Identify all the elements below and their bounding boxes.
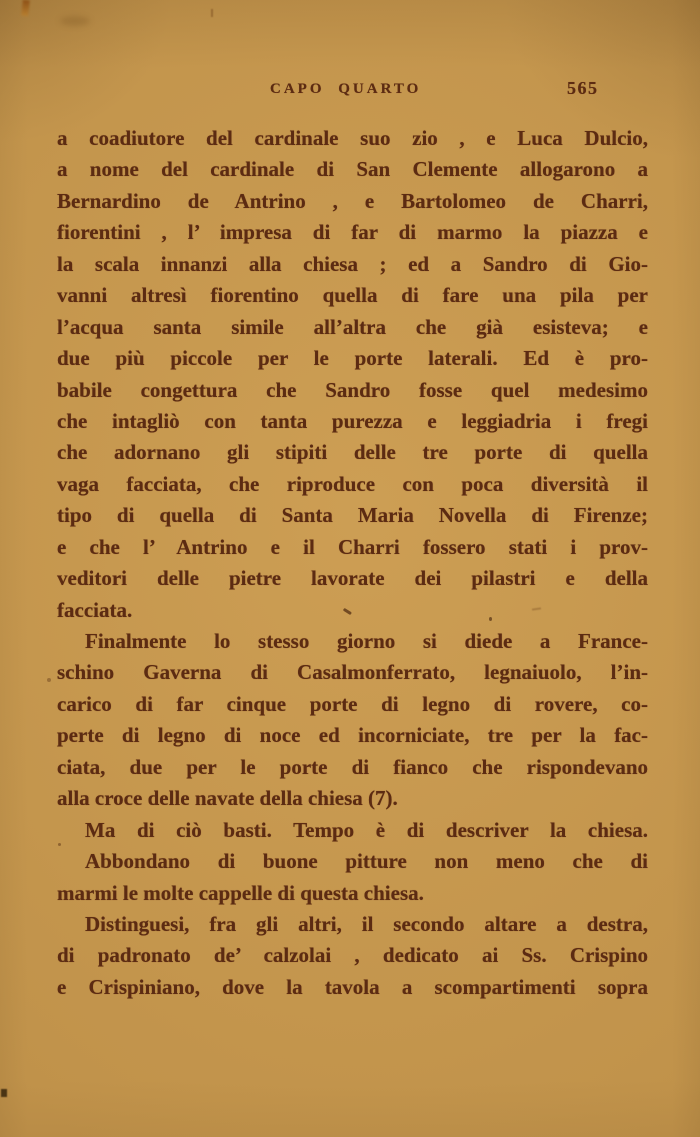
page-header <box>57 78 648 102</box>
text-line: Bernardino de Antrino , e Bartolomeo de Charri, <box>57 188 648 213</box>
text-line: vaga facciata, che riproduce con poca diversità il <box>57 471 648 496</box>
text-line: a coadiutore del cardinale suo zio , e Luca Dulcio, <box>57 126 648 150</box>
text-line: alla croce delle navate della chiesa (7). <box>57 786 398 811</box>
text-line: babile congettura che Sandro fosse quel medesimo <box>57 377 648 402</box>
text-line: ciata, due per le porte di fianco che rispondevano <box>57 754 648 779</box>
text-line: e che l’ Antrino e il Charri fossero stati i prov- <box>57 534 648 559</box>
text-line: l’acqua santa simile all’altra che già esisteva; e <box>57 314 648 339</box>
scan-artifact-dot <box>58 843 61 846</box>
text-line: marmi le molte cappelle di questa chiesa. <box>57 880 424 905</box>
text-line: Finalmente lo stesso giorno si diede a France- <box>85 629 648 653</box>
scan-artifact-dot <box>47 678 51 682</box>
text-line: Distinguesi, fra gli altri, il secondo altare a destra, <box>85 911 648 936</box>
text-line: Abbondano di buone pitture non meno che di <box>85 849 648 874</box>
scan-artifact-tick <box>1 1089 7 1097</box>
text-line: tipo di quella di Santa Maria Novella di Firenze; <box>57 503 648 528</box>
text-line: la scala innanzi alla chiesa ; ed a Sandro di Gio- <box>57 251 648 276</box>
text-line: Ma di ciò basti. Tempo è di descriver la chiesa. <box>85 817 648 842</box>
scan-artifact-corner-streak <box>21 0 30 16</box>
scan-artifact-smudge <box>60 16 90 26</box>
text-line: perte di legno di noce ed incorniciate, tre per la fac- <box>57 723 648 748</box>
text-line: vanni altresì fiorentino quella di fare una pila per <box>57 283 648 308</box>
text-line: due più piccole per le porte laterali. Ed è pro- <box>57 346 648 371</box>
text-line: che adornano gli stipiti delle tre porte di quella <box>57 440 648 465</box>
text-line: carico di far cinque porte di legno di rovere, co- <box>57 691 648 716</box>
text-line: di padronato de’ calzolai , dedicato ai Ss. Crispino <box>57 943 648 968</box>
running-title: CAPO QUARTO <box>270 81 422 97</box>
scan-artifact-dash <box>211 9 213 17</box>
page-number: 565 <box>567 78 599 98</box>
text-line: a nome del cardinale di San Clemente allogarono a <box>57 157 648 182</box>
text-line: schino Gaverna di Casalmonferrato, legnaiuolo, l’in- <box>57 660 648 685</box>
text-line: veditori delle pietre lavorate dei pilastri e della <box>57 566 648 591</box>
text-line: fiorentini , l’ impresa di far di marmo la piazza e <box>57 220 648 245</box>
scan-artifact-dot <box>489 617 492 621</box>
page-body <box>57 123 648 1003</box>
text-line: facciata. <box>57 597 133 622</box>
text-line: che intagliò con tanta purezza e leggiadria i fregi <box>57 408 648 433</box>
text-line: e Crispiniano, dove la tavola a scompartimenti sopra <box>57 974 648 999</box>
